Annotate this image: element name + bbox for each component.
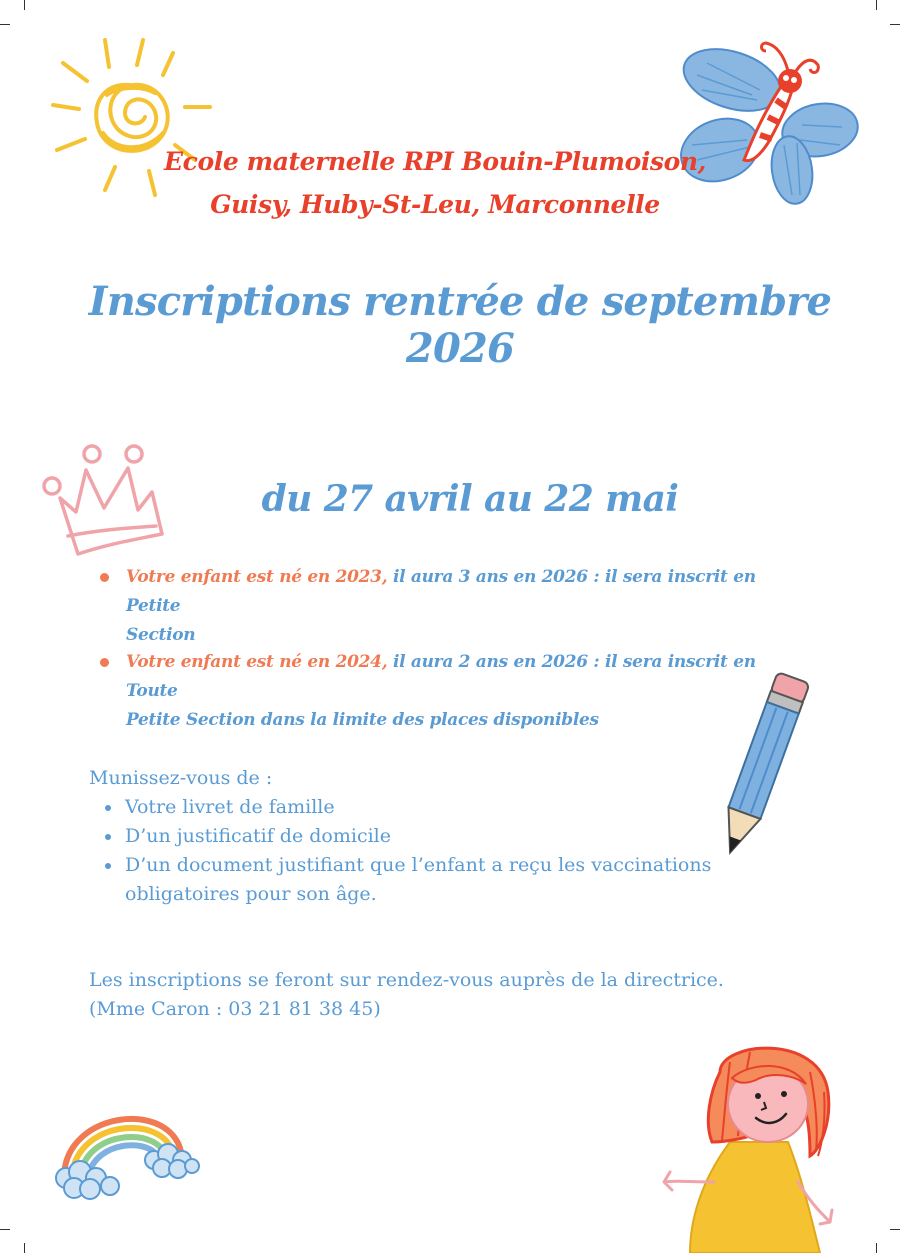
bullet-dot (105, 834, 111, 840)
birth-year-detail: il aura 3 ans en 2026 : il sera inscrit en Petite (126, 567, 756, 616)
crop-mark-top-left-h (0, 24, 10, 25)
bullet-dot (105, 805, 111, 811)
rainbow-icon (50, 1068, 200, 1203)
list-item (96, 563, 806, 650)
bullet-dot (100, 658, 109, 667)
list-item (89, 822, 729, 851)
bullet-dot (100, 573, 109, 582)
birth-year-list-2 (96, 648, 806, 735)
document-item-text: D’un document justifiant que l’enfant a reçu les vaccinations (125, 854, 712, 876)
list-item (89, 851, 729, 909)
birth-year-detail-continued: Section (126, 625, 196, 645)
crop-mark-bottom-right-h (890, 1229, 900, 1230)
documents-heading: Munissez-vous de : (89, 767, 273, 789)
crop-mark-bottom-left-h (0, 1229, 10, 1230)
document-item-text-continued: obligatoires pour son âge. (125, 883, 377, 905)
documents-list (89, 793, 729, 909)
list-item (89, 793, 729, 822)
school-name (150, 140, 720, 226)
appointment-contact: (Mme Caron : 03 21 81 38 45) (89, 998, 381, 1020)
crop-mark-bottom-right (876, 1243, 877, 1253)
document-item-text: Votre livret de famille (125, 796, 335, 818)
birth-year-detail: il aura 2 ans en 2026 : il sera inscrit en Toute (126, 652, 756, 701)
birth-year-highlight: Votre enfant est né en 2023, (126, 567, 388, 587)
girl-drawing-icon (660, 1032, 860, 1253)
bullet-dot (105, 863, 111, 869)
page-title: Inscriptions rentrée de septembre 2026 (88, 278, 832, 372)
birth-year-detail-continued: Petite Section dans la limite des places disponibles (126, 710, 599, 730)
crop-mark-top-right (876, 0, 877, 10)
list-item (96, 648, 806, 735)
document-item-text: D’un justificatif de domicile (125, 825, 391, 847)
documents-section (89, 764, 729, 909)
birth-year-highlight: Votre enfant est né en 2024, (126, 652, 388, 672)
birth-year-list (96, 563, 806, 650)
appointment-line-1: Les inscriptions se feront sur rendez-vous auprès de la directrice. (89, 969, 724, 991)
crop-mark-top-left (24, 0, 25, 10)
crop-mark-bottom-left (24, 1243, 25, 1253)
school-name-line-2: Guisy, Huby-St-Leu, Marconnelle (210, 190, 660, 219)
school-name-line-1: Ecole maternelle RPI Bouin-Plumoison, (164, 147, 706, 176)
appointment-info (89, 966, 789, 1024)
crop-mark-top-right-h (890, 24, 900, 25)
registration-dates: du 27 avril au 22 mai (261, 478, 679, 520)
